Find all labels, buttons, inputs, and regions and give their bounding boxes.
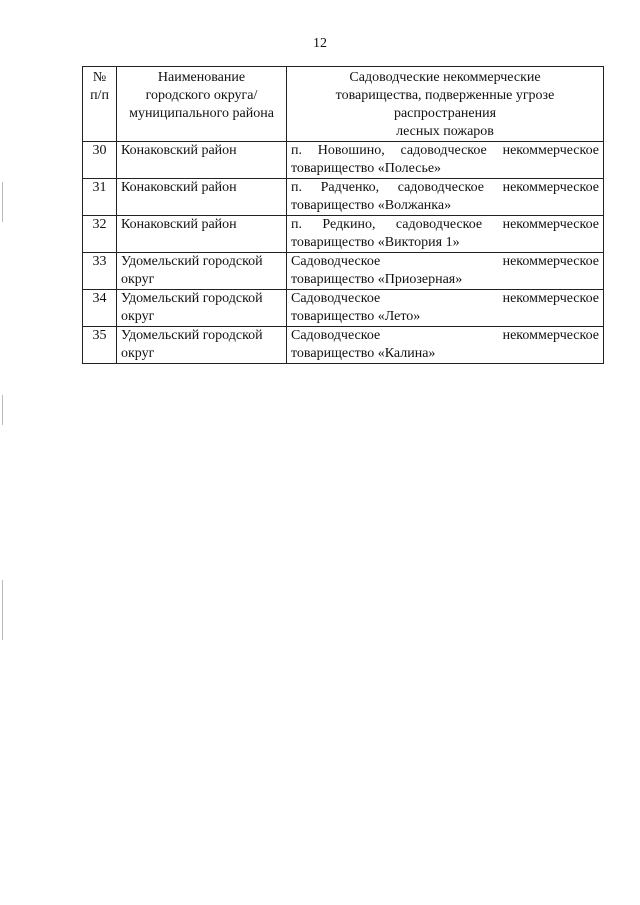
row-partnership <box>287 327 604 364</box>
header-partnerships-line: лесных пожаров <box>396 124 494 139</box>
row-partnership-line: п. Радченко, садоводческое некоммерческое <box>291 180 599 195</box>
scan-edge-mark <box>2 395 3 425</box>
table-header-row <box>83 67 604 142</box>
row-number: 30 <box>83 142 117 179</box>
row-partnership <box>287 216 604 253</box>
row-district: Удомельский городской округ <box>117 253 287 290</box>
table-row <box>83 179 604 216</box>
row-partnership-line: товарищество «Приозерная» <box>291 272 463 287</box>
header-district-line: Наименование <box>157 70 246 85</box>
header-partnerships <box>287 67 604 142</box>
fire-risk-gardening-table <box>82 66 604 364</box>
row-partnership-line: товарищество «Полесье» <box>291 161 442 176</box>
row-partnership <box>287 142 604 179</box>
table-row <box>83 327 604 364</box>
row-partnership <box>287 179 604 216</box>
row-partnership-line: п. Редкино, садоводческое некоммерческое <box>291 217 599 232</box>
header-partnerships-line: Садоводческие некоммерческие <box>349 70 541 85</box>
row-number: 31 <box>83 179 117 216</box>
table-row <box>83 142 604 179</box>
row-number: 35 <box>83 327 117 364</box>
row-partnership-line: Садоводческое некоммерческое <box>291 291 599 306</box>
header-number-line: № <box>92 70 107 85</box>
row-district: Удомельский городской округ <box>117 290 287 327</box>
header-district-line: муниципального района <box>129 106 274 121</box>
row-partnership <box>287 290 604 327</box>
row-district: Конаковский район <box>117 216 287 253</box>
row-district: Удомельский городской округ <box>117 327 287 364</box>
row-partnership-line: товарищество «Волжанка» <box>291 198 452 213</box>
row-partnership-line: товарищество «Лето» <box>291 309 421 324</box>
header-district-line: городского округа/ <box>145 88 258 103</box>
scan-edge-mark <box>2 182 3 222</box>
header-number-line: п/п <box>90 88 109 103</box>
header-partnerships-line: товарищества, подверженные угрозе <box>335 88 555 103</box>
page-number: 12 <box>313 36 327 51</box>
row-partnership <box>287 253 604 290</box>
header-number <box>83 67 117 142</box>
header-partnerships-line: распространения <box>393 106 497 121</box>
row-number: 34 <box>83 290 117 327</box>
row-partnership-line: товарищество «Калина» <box>291 346 436 361</box>
table-row <box>83 216 604 253</box>
row-partnership-line: п. Новошино, садоводческое некоммерческое <box>291 143 599 158</box>
row-partnership-line: Садоводческое некоммерческое <box>291 328 599 343</box>
header-district <box>117 67 287 142</box>
row-partnership-line: товарищество «Виктория 1» <box>291 235 460 250</box>
row-district: Конаковский район <box>117 179 287 216</box>
scan-edge-mark <box>2 580 3 640</box>
table-row <box>83 290 604 327</box>
row-partnership-line: Садоводческое некоммерческое <box>291 254 599 269</box>
row-district: Конаковский район <box>117 142 287 179</box>
row-number: 32 <box>83 216 117 253</box>
table-row <box>83 253 604 290</box>
row-number: 33 <box>83 253 117 290</box>
